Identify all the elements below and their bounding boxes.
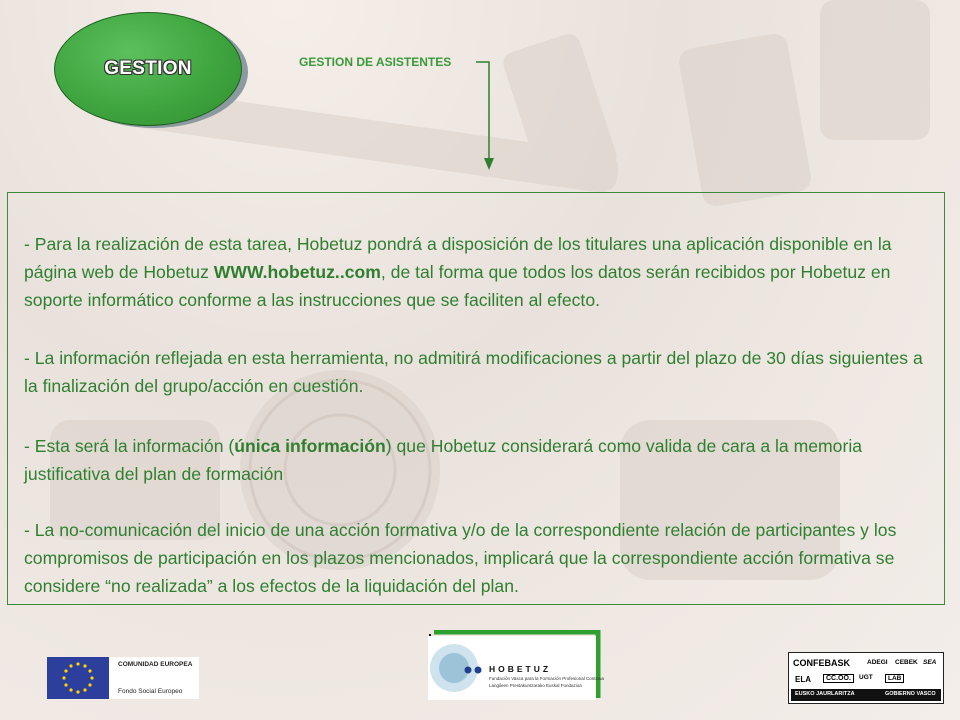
lab-label: LAB (885, 674, 904, 683)
callout-arrow-icon (484, 158, 494, 170)
hobetuz-url: WWW.hobetuz..com (213, 262, 381, 282)
hobetuz-title: HOBETUZ (489, 664, 552, 674)
partners-logo (788, 652, 944, 704)
eu-text-community: COMUNIDAD EUROPEA (118, 661, 193, 668)
paragraph-1 (24, 230, 924, 314)
hobetuz-subtitle-es: Fundación Vasca para la Formación Profesional Continua (489, 676, 604, 681)
section-title: GESTION DE ASISTENTES (299, 55, 452, 69)
paragraph-1-text-a: - Para la realización de esta tarea, Hobetuz pondrá a disposición de los titulares una aplicación disponible en la página web de Hobetuz (24, 234, 892, 282)
cebek-label: CEBEK (895, 659, 918, 666)
paragraph-3-text-b: ) que Hobetuz considerará como valida de cara a la memoria justificativa del plan de formación (24, 436, 863, 484)
ugt-label: UGT (859, 674, 873, 681)
paragraph-3 (24, 432, 924, 488)
eu-text-fund: Fondo Social Europeo (118, 688, 183, 695)
eu-logo (47, 657, 199, 699)
ela-label: ELA (795, 675, 811, 684)
gestion-badge-label: GESTION (104, 58, 192, 79)
paragraph-3-text-a: - Esta será la información ( (24, 436, 235, 456)
paragraph-1-text-b: , de tal forma que todos los datos serán recibidos por Hobetuz en soporte informático conforme a las instrucciones que se faciliten al efecto. (24, 262, 891, 310)
paragraph-2: - La información reflejada en esta herramienta, no admitirá modificaciones a partir del plazo de 30 días siguientes a la finalización del grupo/acción en cuestión. (24, 348, 923, 396)
gobierno-vasco-label: GOBIERNO VASCO (885, 691, 936, 697)
hobetuz-emblem-icon (428, 636, 488, 700)
paragraph-3-bold: única información (234, 436, 386, 456)
callout-line (476, 62, 489, 160)
eusko-jaurlaritza-label: EUSKO JAURLARITZA (795, 691, 855, 697)
adegi-label: ADEGI (867, 659, 888, 666)
hobetuz-subtitle-eu: Langileen Prestakuntzarako Euskal Fundazioa (489, 683, 582, 688)
eu-flag-icon (47, 657, 109, 699)
ccoo-label: CC.OO. (823, 674, 854, 683)
paragraph-4: - La no-comunicación del inicio de una acción formativa y/o de la correspondiente relación de participantes y los compromisos de participación en los plazos mencionados, implicará que la correspondiente acción formativa se considere “no realizada” a los efectos de la liquidación del plan. (24, 520, 897, 596)
confebask-label: CONFEBASK (793, 658, 851, 668)
sea-label: SEA (923, 659, 937, 666)
